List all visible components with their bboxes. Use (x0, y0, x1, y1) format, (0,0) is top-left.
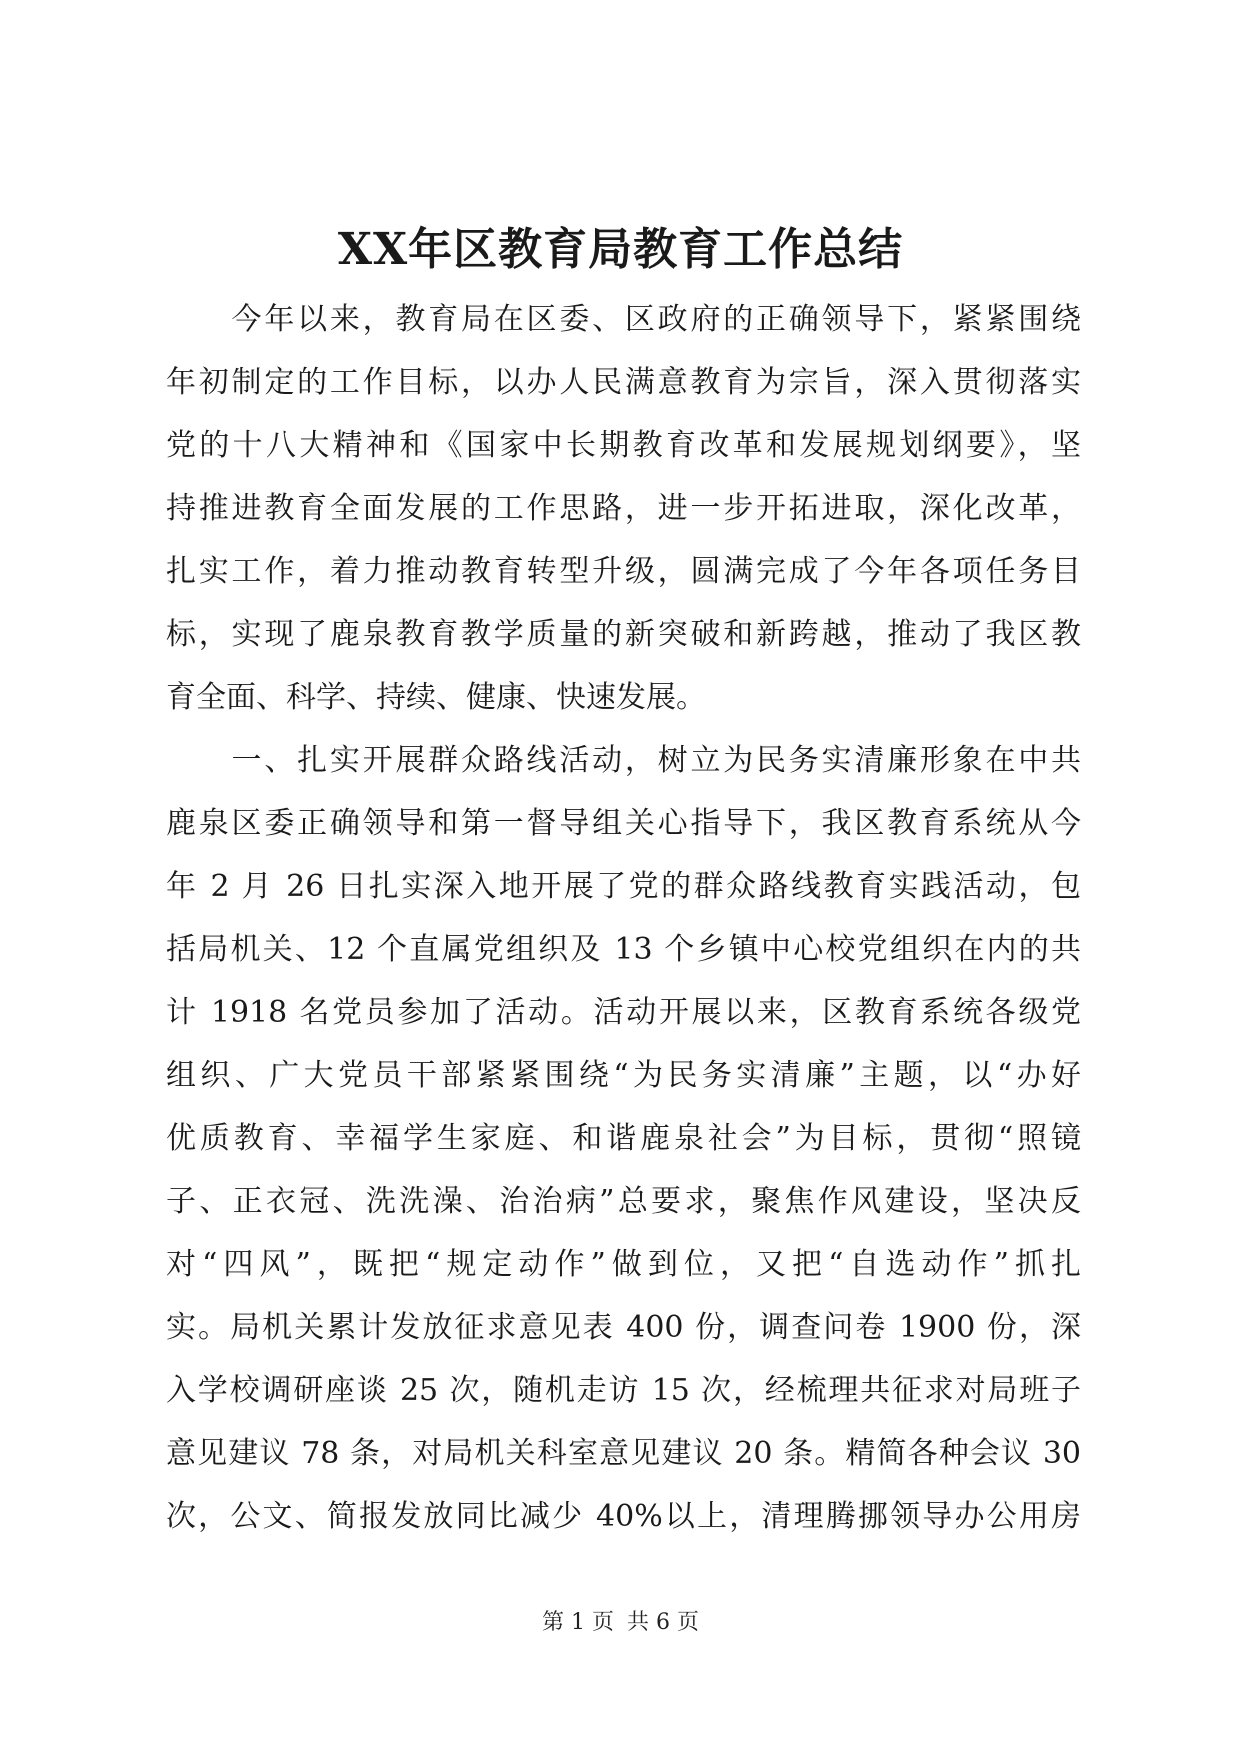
page-total: 共 6 页 (627, 1610, 699, 1635)
text-line: 优质教育、幸福学生家庭、和谐鹿泉社会”为目标，贯彻“照镜 (166, 1121, 1081, 1156)
text-line: 一、扎实开展群众路线活动，树立为民务实清廉形象在中共 (166, 743, 1081, 778)
text-line: 党的十八大精神和《国家中长期教育改革和发展规划纲要》，坚 (166, 428, 1081, 463)
text-line: 育全面、科学、持续、健康、快速发展。 (166, 680, 706, 715)
text-line: 意见建议 78 条，对局机关科室意见建议 20 条。精简各种会议 30 (166, 1436, 1081, 1471)
text-line: 标，实现了鹿泉教育教学质量的新突破和新跨越，推动了我区教 (166, 617, 1081, 652)
text-line: 鹿泉区委正确领导和第一督导组关心指导下，我区教育系统从今 (166, 806, 1081, 841)
paragraph-intro (166, 288, 1081, 729)
document-body (166, 288, 1081, 1548)
text-line: 对“四风”，既把“规定动作”做到位，又把“自选动作”抓扎 (166, 1247, 1081, 1282)
text-line: 年 2 月 26 日扎实深入地开展了党的群众路线教育实践活动，包 (166, 869, 1081, 904)
text-line: 计 1918 名党员参加了活动。活动开展以来，区教育系统各级党 (166, 995, 1081, 1030)
text-line: 次，公文、简报发放同比减少 40%以上，清理腾挪领导办公用房 (166, 1499, 1081, 1534)
paragraph-section-one (166, 729, 1081, 1548)
text-line: 扎实工作，着力推动教育转型升级，圆满完成了今年各项任务目 (166, 554, 1081, 589)
document-title: XX年区教育局教育工作总结 (337, 224, 904, 275)
text-line: 持推进教育全面发展的工作思路，进一步开拓进取，深化改革， (166, 491, 1081, 526)
text-line: 今年以来，教育局在区委、区政府的正确领导下，紧紧围绕 (166, 302, 1081, 337)
text-line: 子、正衣冠、洗洗澡、治治病”总要求，聚焦作风建设，坚决反 (166, 1184, 1081, 1219)
page-number: 第 1 页 (542, 1610, 614, 1635)
page-footer (0, 1608, 1241, 1638)
text-line: 年初制定的工作目标，以办人民满意教育为宗旨，深入贯彻落实 (166, 365, 1081, 400)
text-line: 实。局机关累计发放征求意见表 400 份，调查问卷 1900 份，深 (166, 1310, 1081, 1345)
text-line: 入学校调研座谈 25 次，随机走访 15 次，经梳理共征求对局班子 (166, 1373, 1081, 1408)
text-line: 组织、广大党员干部紧紧围绕“为民务实清廉”主题，以“办好 (166, 1058, 1081, 1093)
text-line: 括局机关、12 个直属党组织及 13 个乡镇中心校党组织在内的共 (166, 932, 1081, 967)
